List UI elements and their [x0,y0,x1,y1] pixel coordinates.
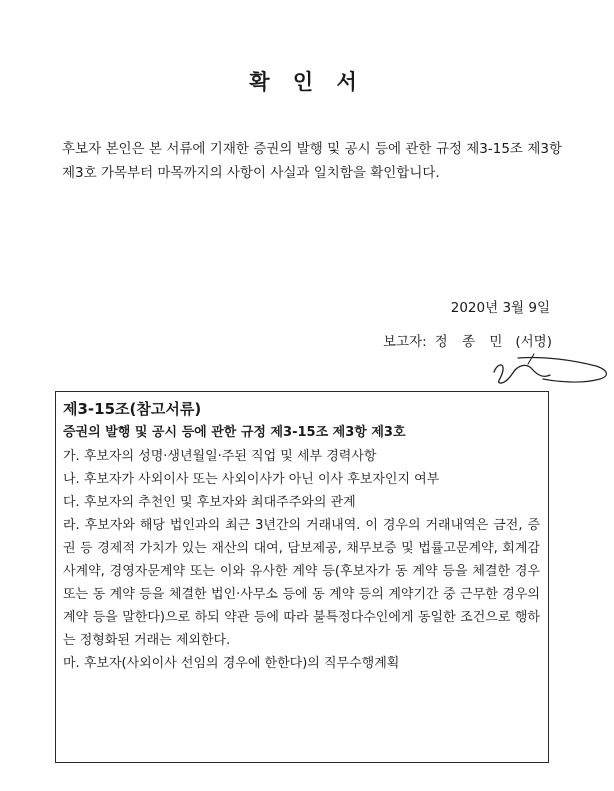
handwritten-signature [488,352,613,392]
reference-item-ra: 라. 후보자와 해당 법인과의 최근 3년간의 거래내역. 이 경우의 거래내역은 금전, 증권 등 경제적 가치가 있는 재산의 대여, 담보제공, 채무보증 및 법률고문계약, 회계감사계약, 경영자문계약 또는 이와 유사한 계약 등(후보자가 동 계약 등을 체결한 경우 또는 동 계약 등을 체결한 법인·사무소 등에 동 계약 등의 계약기간 중 근무한 경우의 계약 등을 말한다)으로 하되 약관 등에 따라 불특정다수인에게 동일한 조건으로 행하는 정형화된 거래는 제외한다. [63,518,540,648]
reporter-line [383,330,552,350]
reporter-name: 정 종 민 [434,334,508,350]
reference-item-da: 다. 후보자의 추천인 및 후보자와 최대주주와의 관계 [63,495,356,510]
signature-label: (서명) [515,334,552,350]
reference-heading: 제3-15조(참고서류) [63,400,202,418]
document-date: 2020년 3월 9일 [450,300,550,316]
reference-subheading: 증권의 발행 및 공시 등에 관한 규정 제3-15조 제3항 제3호 [63,425,406,440]
reference-item-na: 나. 후보자가 사외이사 또는 사외이사가 아닌 이사 후보자인지 여부 [63,472,440,487]
reference-item-ga: 가. 후보자의 성명·생년월일·주된 직업 및 세부 경력사항 [63,449,377,464]
reference-documents-box [55,391,549,763]
confirmation-statement: 후보자 본인은 본 서류에 기재한 증권의 발행 및 공시 등에 관한 규정 제3-15조 제3항 제3호 가목부터 마목까지의 사항이 사실과 일치함을 확인합니다. [62,141,562,181]
document-title: 확 인 서 [249,70,365,94]
reporter-label: 보고자: [382,334,427,350]
reference-item-ma: 마. 후보자(사외이사 선임의 경우에 한한다)의 직무수행계획 [63,656,400,671]
